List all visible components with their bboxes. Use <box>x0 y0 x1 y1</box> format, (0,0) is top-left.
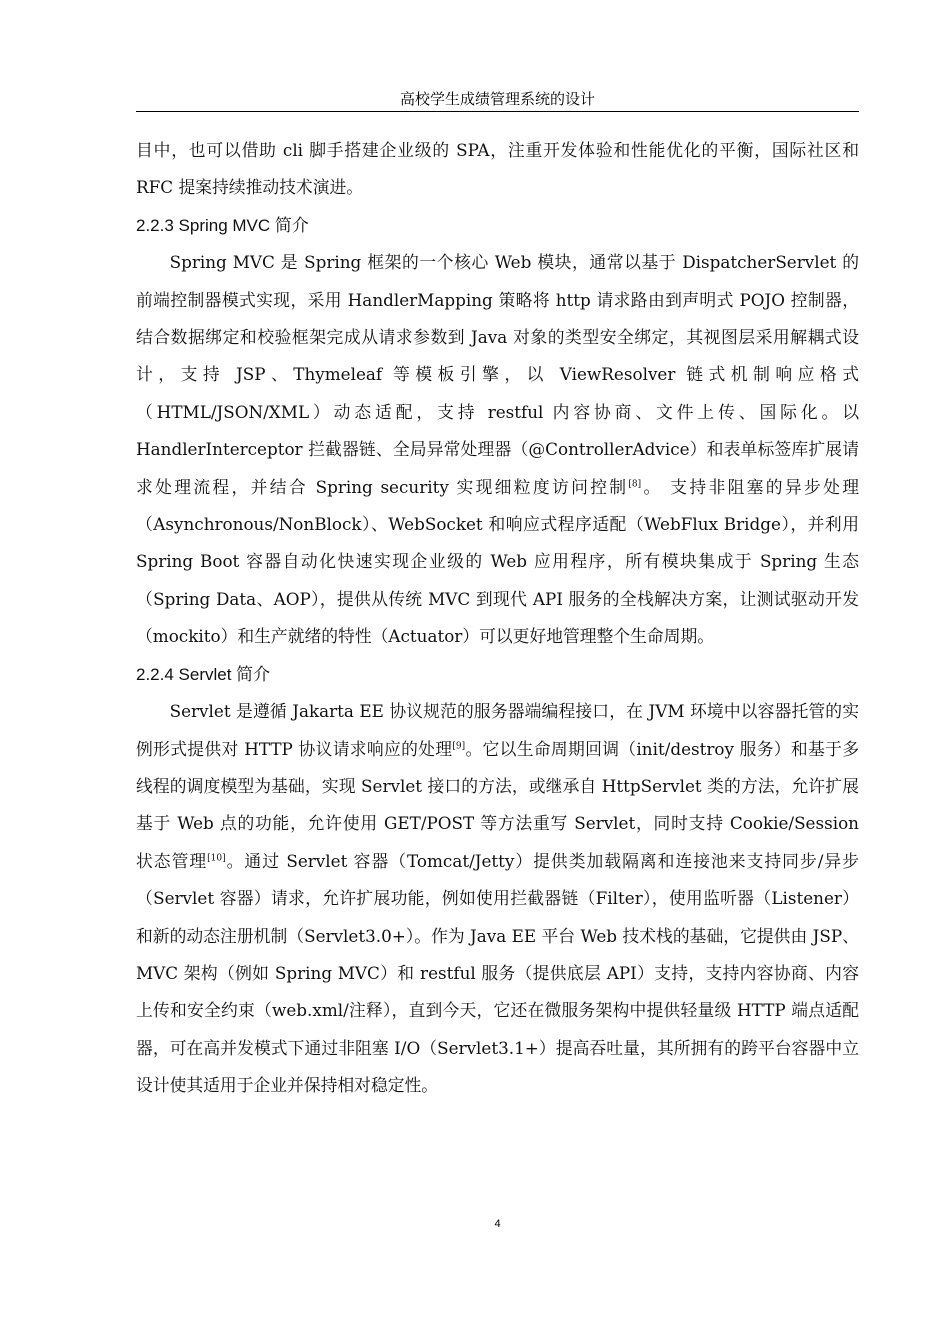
citation-9: [9] <box>452 740 466 751</box>
page-number: 4 <box>494 1218 501 1230</box>
citation-10: [10] <box>207 853 226 864</box>
servlet-text-part1: Servlet 是遵循 Jakarta EE 协议规范的服务器端编程接口，在 JVM 环境中以容器托管的实例形式提供对 HTTP 协议请求响应的处理 <box>136 701 859 759</box>
servlet-text-part3: 。通过 Servlet 容器（Tomcat/Jetty）提供类加载隔离和连接池来支持同步/异步（Servlet 容器）请求，允许扩展功能，例如使用拦截器链（Filter），使用监听器（Listener）和新的动态注册机制（Servlet3.0+）。作为 Java EE 平台 Web 技术栈的基础，它提供由 JSP、MVC 架构（例如 Spring MVC）和 restful 服务（提供底层 API）支持，支持内容协商、内容上传和安全约束（web.xml/注释），直到今天，它还在微服务架构中提供轻量级 HTTP 端点适配器，可在高并发模式下通过非阻塞 I/O（Servlet3.1+）提高吞吐量，其所拥有的跨平台容器中立设计使其适用于企业并保持相对稳定性。 <box>136 850 859 1096</box>
spring-mvc-text-part2: 。 支持非阻塞的异步处理（Asynchronous/NonBlock）、WebSocket 和响应式程序适配（WebFlux Bridge），并利用 Spring Boot 容器自动化快速实现企业级的 Web 应用程序，所有模块集成于 Spring 生态（Spring Data、AOP），提供从传统 MVC 到现代 API 服务的全栈解决方案，让测试驱动开发（mockito）和生产就绪的特性（Actuator）可以更好地管理整个生命周期。 <box>136 476 859 647</box>
header-rule <box>136 111 859 112</box>
section-heading-2-2-4: 2.2.4 Servlet 简介 <box>136 664 271 684</box>
running-header: 高校学生成绩管理系统的设计 <box>399 90 595 108</box>
servlet-text-part2: 。它以生命周期回调（init/destroy 服务）和基于多线程的调度模型为基础，实现 Servlet 接口的方法，或继承自 HttpServlet 类的方法，允许扩展基于 Web 点的功能，允许使用 GET/POST 等方法重写 Servlet，同时支持 Cookie/Session 状态管理 <box>136 738 859 871</box>
section-heading-2-2-3: 2.2.3 Spring MVC 简介 <box>136 215 309 235</box>
continued-paragraph: 目中，也可以借助 cli 脚手搭建企业级的 SPA，注重开发体验和性能优化的平衡，国际社区和 RFC 提案持续推动技术演进。 <box>136 140 859 198</box>
citation-8: [8] <box>628 479 642 490</box>
spring-mvc-paragraph <box>136 244 859 655</box>
spring-mvc-text-part1: Spring MVC 是 Spring 框架的一个核心 Web 模块，通常以基于 DispatcherServlet 的前端控制器模式实现，采用 HandlerMapping 策略将 http 请求路由到声明式 POJO 控制器，结合数据绑定和校验框架完成从请求参数到 Java 对象的类型安全绑定，其视图层采用解耦式设计，支持 JSP、Thymeleaf 等模板引擎，以 ViewResolver 链式机制响应格式（HTML/JSON/XML）动态适配，支持 restful 内容协商、文件上传、国际化。以 HandlerInterceptor 拦截器链、全局异常处理器（@ControllerAdvice）和表单标签库扩展请求处理流程，并结合 Spring security 实现细粒度访问控制 <box>136 252 859 497</box>
servlet-paragraph <box>136 693 859 1104</box>
page-body <box>136 132 859 1105</box>
